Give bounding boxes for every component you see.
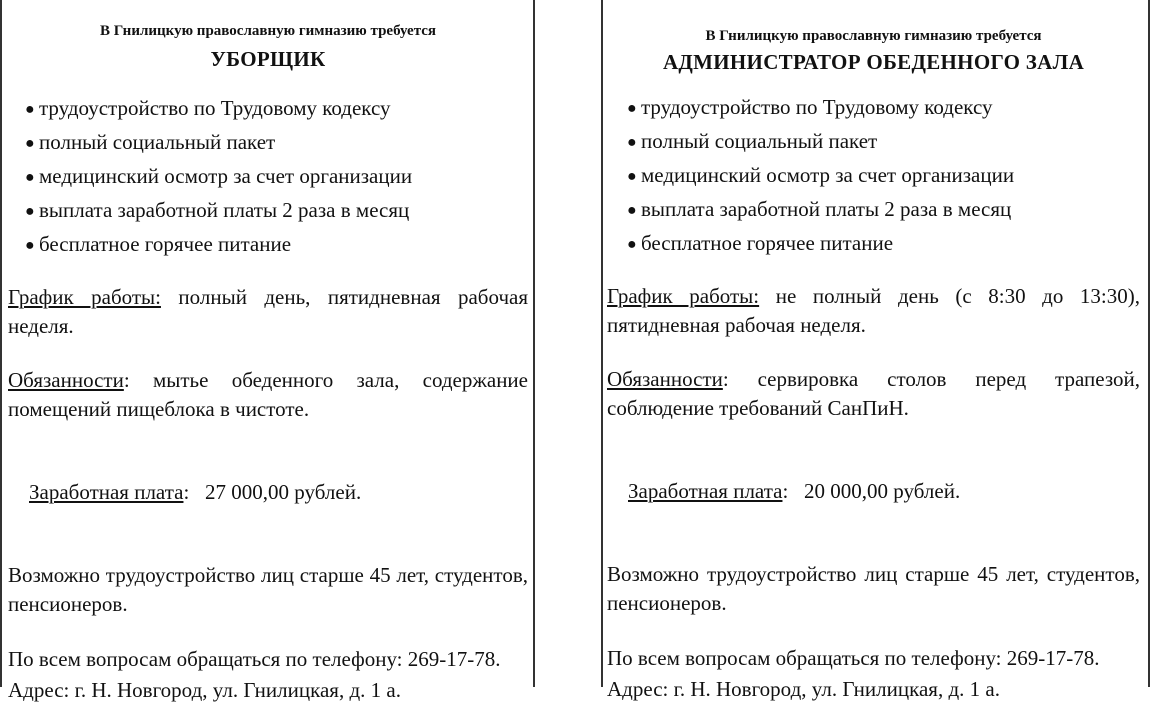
duties — [607, 365, 1140, 423]
duties-text: : сервировка столов перед трапезой, соблюдение требований СанПиН. — [607, 367, 1140, 420]
job-title: УБОРЩИК — [210, 47, 326, 71]
address: Адрес: г. Н. Новгород, ул. Гнилицкая, д. 1 а. — [607, 677, 1000, 701]
job-title: АДМИНИСТРАТОР ОБЕДЕННОГО ЗАЛА — [662, 50, 1085, 74]
duties — [8, 366, 528, 424]
work-schedule-text: не полный день (с 8:30 до 13:30), пятидневная рабочая неделя. — [607, 284, 1140, 337]
contact-phone: По всем вопросам обращаться по телефону: 269-17-78. — [607, 646, 1100, 670]
benefit-item: ● бесплатное горячее питание — [25, 228, 528, 262]
duties-text: : мытье обеденного зала, содержание помещений пищеблока в чистоте. — [8, 368, 528, 421]
bullet-icon: ● — [25, 101, 35, 118]
work-schedule-label: График работы: — [8, 285, 161, 309]
right-border-line — [1148, 0, 1150, 687]
benefit-item: ● трудоустройство по Трудовому кодексу — [627, 91, 1140, 125]
benefits-list — [627, 91, 1140, 261]
bullet-icon: ● — [627, 168, 637, 185]
bullet-icon: ● — [25, 203, 35, 220]
middle-divider-line — [601, 0, 603, 687]
ad-header: В Гнилицкую православную гимназию требуется — [705, 28, 1042, 44]
benefits-list — [25, 92, 528, 262]
benefit-item: ● бесплатное горячее питание — [627, 227, 1140, 261]
job-ad-cleaner — [8, 0, 528, 702]
benefit-item: ● медицинский осмотр за счет организации — [627, 159, 1140, 193]
contact-phone: По всем вопросам обращаться по телефону: 269-17-78. — [8, 647, 501, 671]
salary-text: : 27 000,00 рублей. — [183, 480, 362, 504]
center-divider-line — [533, 0, 535, 687]
salary-label: Заработная плата — [29, 480, 184, 504]
address: Адрес: г. Н. Новгород, ул. Гнилицкая, д. 1 а. — [8, 678, 401, 702]
bullet-icon: ● — [25, 135, 35, 152]
left-border-line — [0, 0, 2, 687]
eligibility: Возможно трудоустройство лиц старше 45 лет, студентов, пенсионеров. — [8, 563, 528, 616]
bullet-icon: ● — [627, 100, 637, 117]
benefit-item: ● полный социальный пакет — [25, 126, 528, 160]
benefit-item: ● медицинский осмотр за счет организации — [25, 160, 528, 194]
benefit-item: ● полный социальный пакет — [627, 125, 1140, 159]
benefit-item: ● трудоустройство по Трудовому кодексу — [25, 92, 528, 126]
bullet-icon: ● — [627, 202, 637, 219]
benefit-item: ● выплата заработной платы 2 раза в месяц — [627, 193, 1140, 227]
ad-header: В Гнилицкую православную гимназию требуется — [99, 23, 437, 39]
bullet-icon: ● — [25, 237, 35, 254]
salary-text: : 20 000,00 рублей. — [782, 479, 961, 503]
duties-label: Обязанности — [8, 368, 124, 392]
bullet-icon: ● — [627, 134, 637, 151]
duties-label: Обязанности — [607, 367, 723, 391]
work-schedule — [607, 282, 1140, 340]
work-schedule-text: полный день, пятидневная рабочая неделя. — [8, 285, 528, 338]
salary — [8, 449, 528, 536]
eligibility: Возможно трудоустройство лиц старше 45 лет, студентов, пенсионеров. — [607, 562, 1140, 615]
benefit-item: ● выплата заработной платы 2 раза в месяц — [25, 194, 528, 228]
job-ad-dining-hall-admin — [607, 0, 1140, 701]
salary-label: Заработная плата — [628, 479, 783, 503]
bullet-icon: ● — [25, 169, 35, 186]
salary — [607, 448, 1140, 535]
work-schedule-label: График работы: — [607, 284, 760, 308]
bullet-icon: ● — [627, 236, 637, 253]
work-schedule — [8, 283, 528, 341]
